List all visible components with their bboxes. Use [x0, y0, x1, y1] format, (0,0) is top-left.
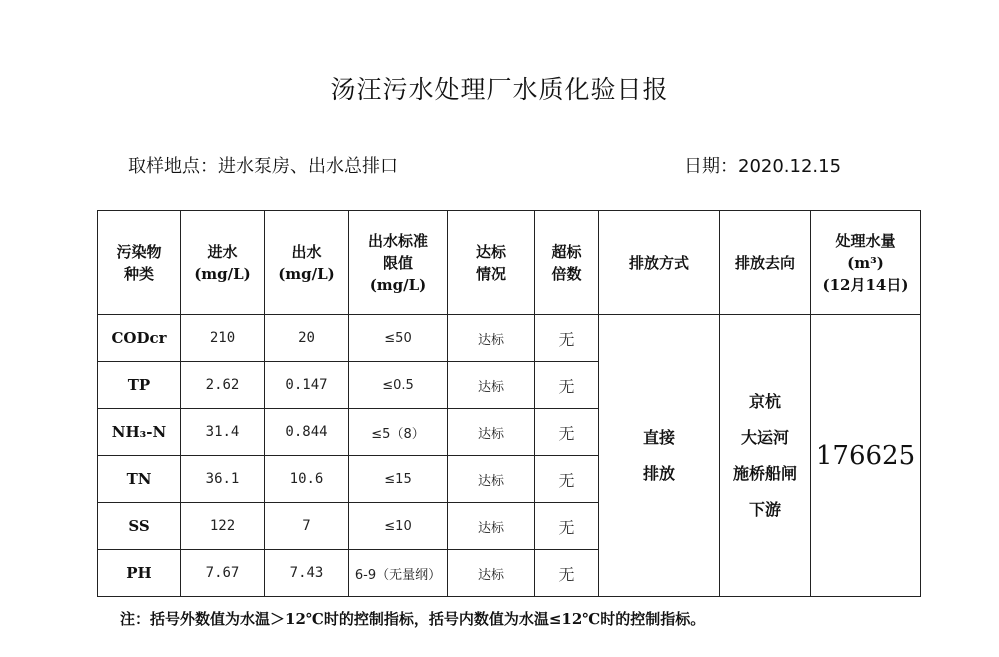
exceed-multiple: 无: [535, 456, 599, 503]
header-pollutant: 污染物 种类: [98, 211, 181, 315]
exceed-multiple: 无: [535, 362, 599, 409]
limit-value: ≤5（8）: [349, 409, 448, 456]
limit-value: ≤10: [349, 503, 448, 550]
pollutant-name: TP: [98, 362, 181, 409]
exceed-multiple: 无: [535, 550, 599, 597]
header-compliance: 达标 情况: [448, 211, 535, 315]
exceed-multiple: 无: [535, 503, 599, 550]
limit-value: 6-9（无量纲）: [349, 550, 448, 597]
exceed-multiple: 无: [535, 315, 599, 362]
effluent-value: 0.844: [265, 409, 349, 456]
table-row: [98, 315, 921, 362]
influent-value: 210: [181, 315, 265, 362]
compliance-status: 达标: [448, 550, 535, 597]
compliance-status: 达标: [448, 409, 535, 456]
effluent-value: 20: [265, 315, 349, 362]
report-date: 日期：2020.12.15: [684, 156, 842, 177]
pollutant-name: TN: [98, 456, 181, 503]
limit-value: ≤0.5: [349, 362, 448, 409]
treated-volume: 176625: [811, 315, 921, 597]
header-discharge-destination: 排放去向: [720, 211, 811, 315]
effluent-value: 7: [265, 503, 349, 550]
compliance-status: 达标: [448, 456, 535, 503]
header-volume: 处理水量 (m³) (12月14日): [811, 211, 921, 315]
pollutant-name: SS: [98, 503, 181, 550]
effluent-value: 0.147: [265, 362, 349, 409]
header-discharge-method: 排放方式: [599, 211, 720, 315]
pollutant-name: NH₃-N: [98, 409, 181, 456]
header-exceed: 超标 倍数: [535, 211, 599, 315]
header-limit: 出水标准 限值 (mg/L): [349, 211, 448, 315]
influent-value: 122: [181, 503, 265, 550]
limit-value: ≤15: [349, 456, 448, 503]
report-title: 汤汪污水处理厂水质化验日报: [330, 75, 669, 104]
discharge-method: 直接 排放: [599, 315, 720, 597]
footnote: 注：括号外数值为水温＞12℃时的控制指标，括号内数值为水温≤12℃时的控制指标。: [120, 610, 706, 628]
pollutant-name: PH: [98, 550, 181, 597]
header-effluent: 出水 (mg/L): [265, 211, 349, 315]
limit-value: ≤50: [349, 315, 448, 362]
sampling-location: 取样地点：进水泵房、出水总排口: [128, 156, 398, 177]
compliance-status: 达标: [448, 503, 535, 550]
discharge-destination: 京杭 大运河 施桥船闸 下游: [720, 315, 811, 597]
exceed-multiple: 无: [535, 409, 599, 456]
effluent-value: 10.6: [265, 456, 349, 503]
pollutant-name: CODcr: [98, 315, 181, 362]
influent-value: 7.67: [181, 550, 265, 597]
header-influent: 进水 (mg/L): [181, 211, 265, 315]
influent-value: 36.1: [181, 456, 265, 503]
table-header-row: [98, 211, 921, 315]
compliance-status: 达标: [448, 315, 535, 362]
water-quality-table: [97, 210, 921, 597]
influent-value: 2.62: [181, 362, 265, 409]
compliance-status: 达标: [448, 362, 535, 409]
influent-value: 31.4: [181, 409, 265, 456]
effluent-value: 7.43: [265, 550, 349, 597]
